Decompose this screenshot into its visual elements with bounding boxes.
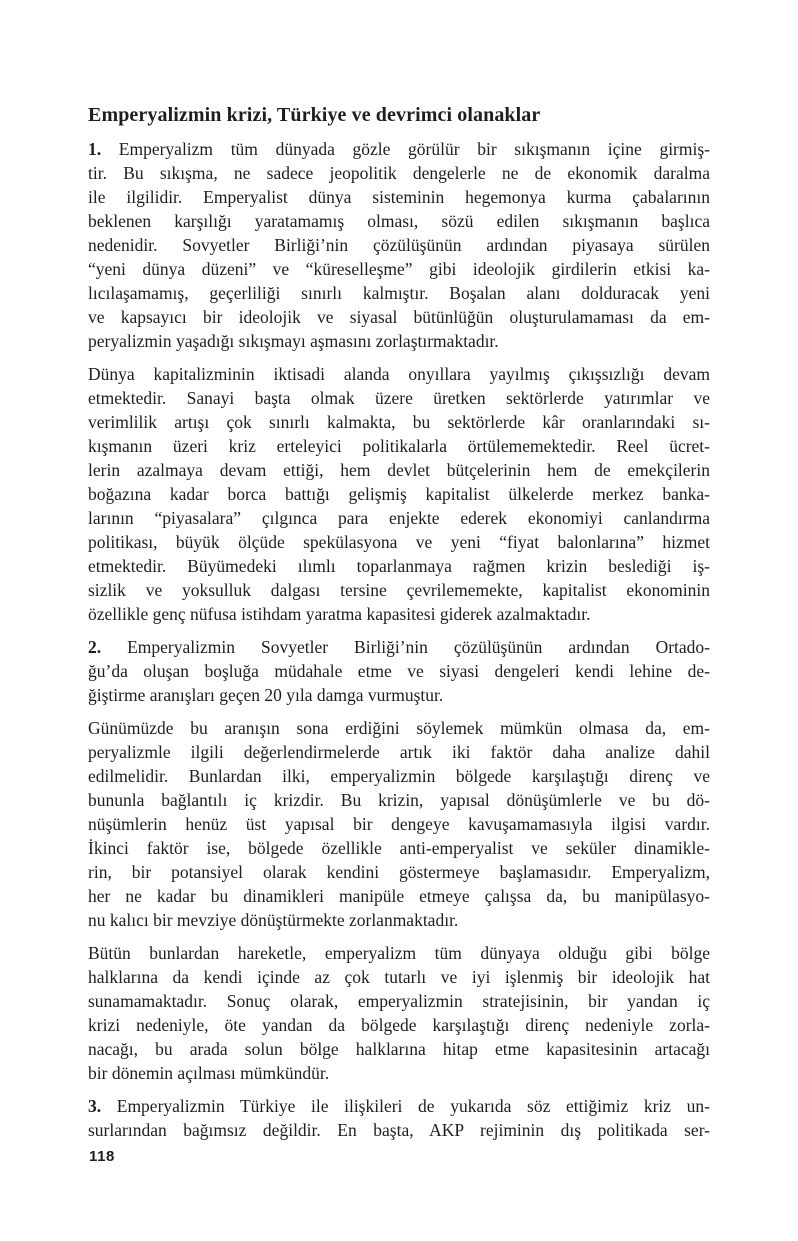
text-line: bununla bağlantılı iç krizdir. Bu krizin, yapısal dönüşümlerle ve bu dö-	[88, 790, 710, 810]
text-line: peryalizmle ilgili değerlendirmelerde artık iki faktör daha analize dahil	[88, 742, 710, 762]
text-line: ğu’da oluşan boşluğa müdahale etme ve siyasi dengeleri kendi lehine de-	[88, 661, 710, 681]
text-line: lıcılaşamamış, geçerliliği sınırlı kalmıştır. Boşalan alanı dolduracak yeni	[88, 283, 710, 303]
paragraph	[88, 635, 710, 707]
body-text	[88, 137, 710, 1142]
text-line: peryalizmin yaşadığı sıkışmayı aşmasını zorlaştırmaktadır.	[88, 331, 499, 351]
text-line: beklenen karşılığı yaratamamış olması, sözü edilen sıkışmanın başlıca	[88, 211, 710, 231]
text-line: krizi nedeniyle, öte yandan da bölgede karşılaştığı direnç nedeniyle zorla-	[88, 1015, 710, 1035]
text-line: ile ilgilidir. Emperyalist dünya sisteminin hegemonya kurma çabalarının	[88, 187, 710, 207]
text-line: özellikle genç nüfusa istihdam yaratma kapasitesi giderek azalmaktadır.	[88, 604, 591, 624]
text-line: İkinci faktör ise, bölgede özellikle anti-emperyalist ve seküler dinamikle-	[88, 838, 710, 858]
text-line: nu kalıcı bir mevziye dönüştürmekte zorlanmaktadır.	[88, 910, 459, 930]
paragraph	[88, 137, 710, 353]
page-title: Emperyalizmin krizi, Türkiye ve devrimci olanaklar	[88, 104, 541, 126]
text-line: nedenidir. Sovyetler Birliği’nin çözülüşünün ardından piyasaya sürülen	[88, 235, 710, 255]
text-line: politikası, büyük ölçüde spekülasyona ve yeni “fiyat balonlarına” hizmet	[88, 532, 710, 552]
text-line: kışmanın üzeri kriz erteleyici politikalarla örtülememektedir. Reel ücret-	[88, 436, 710, 456]
paragraph	[88, 941, 710, 1085]
page-content	[88, 102, 710, 1151]
text-line: nacağı, bu arada solun bölge halklarına hitap etme kapasitesinin artacağı	[88, 1039, 710, 1059]
paragraph-number: 2.	[88, 637, 102, 657]
text-line: ve kapsayıcı bir ideolojik ve siyasal bütünlüğün oluşturulamaması da em-	[88, 307, 710, 327]
text-line: etmektedir. Sanayi başta olmak üzere üretken sektörlerde yatırımlar ve	[88, 388, 710, 408]
text-line: tir. Bu sıkışma, ne sadece jeopolitik dengelerle ne de ekonomik daralma	[88, 163, 710, 183]
text-line: Dünya kapitalizminin iktisadi alanda onyıllara yayılmış çıkışsızlığı devam	[88, 364, 710, 384]
paragraph	[88, 716, 710, 932]
paragraph	[88, 1094, 710, 1142]
text-line: surlarından bağımsız değildir. En başta, AKP rejiminin dış politikada ser-	[88, 1120, 710, 1140]
text-line: rin, bir potansiyel olarak kendini göstermeye başlamasıdır. Emperyalizm,	[88, 862, 710, 882]
text-line: sunamamaktadır. Sonuç olarak, emperyalizmin stratejisinin, bir yandan iç	[88, 991, 710, 1011]
text-line: halklarına da kendi içinde az çok tutarlı ve iyi işlenmiş bir ideolojik hat	[88, 967, 710, 987]
paragraph-number: 1.	[88, 139, 102, 159]
text-line: ğiştirme aranışları geçen 20 yıla damga vurmuştur.	[88, 685, 444, 705]
text-line: “yeni dünya düzeni” ve “küreselleşme” gibi ideolojik girdilerin etkisi ka-	[88, 259, 710, 279]
text-line: larının “piyasalara” çılgınca para enjekte ederek ekonomiyi canlandırma	[88, 508, 710, 528]
text-line: her ne kadar bu dinamikleri manipüle etmeye çalışsa da, bu manipülasyo-	[88, 886, 710, 906]
text-line: 3. Emperyalizmin Türkiye ile ilişkileri de yukarıda söz ettiğimiz kriz un-	[88, 1096, 710, 1116]
text-line: sizlik ve yoksulluk dalgası tersine çevrilememekte, kapitalist ekonominin	[88, 580, 710, 600]
page-number: 118	[89, 1148, 115, 1165]
paragraph-number: 3.	[88, 1096, 102, 1116]
text-line: etmektedir. Büyümedeki ılımlı toparlanmaya rağmen krizin beslediği iş-	[88, 556, 710, 576]
text-line: verimlilik artışı çok sınırlı kalmakta, bu sektörlerde kâr oranlarındaki sı-	[88, 412, 710, 432]
text-line: Bütün bunlardan hareketle, emperyalizm tüm dünyaya olduğu gibi bölge	[88, 943, 710, 963]
text-line: nüşümlerin henüz üst yapısal bir dengeye kavuşamamasıyla ilgisi vardır.	[88, 814, 710, 834]
text-line: edilmelidir. Bunlardan ilki, emperyalizmin bölgede karşılaştığı direnç ve	[88, 766, 710, 786]
text-line: 1. Emperyalizm tüm dünyada gözle görülür bir sıkışmanın içine girmiş-	[88, 139, 710, 159]
text-line: bir dönemin açılması mümkündür.	[88, 1063, 330, 1083]
text-line: lerin azalmaya devam ettiği, hem devlet bütçelerinin hem de emekçilerin	[88, 460, 710, 480]
text-line: boğazına kadar borca battığı gelişmiş kapitalist ülkelerde merkez banka-	[88, 484, 710, 504]
text-line: Günümüzde bu aranışın sona erdiğini söylemek mümkün olmasa da, em-	[88, 718, 710, 738]
text-line: 2. Emperyalizmin Sovyetler Birliği’nin çözülüşünün ardından Ortado-	[88, 637, 710, 657]
paragraph	[88, 362, 710, 626]
